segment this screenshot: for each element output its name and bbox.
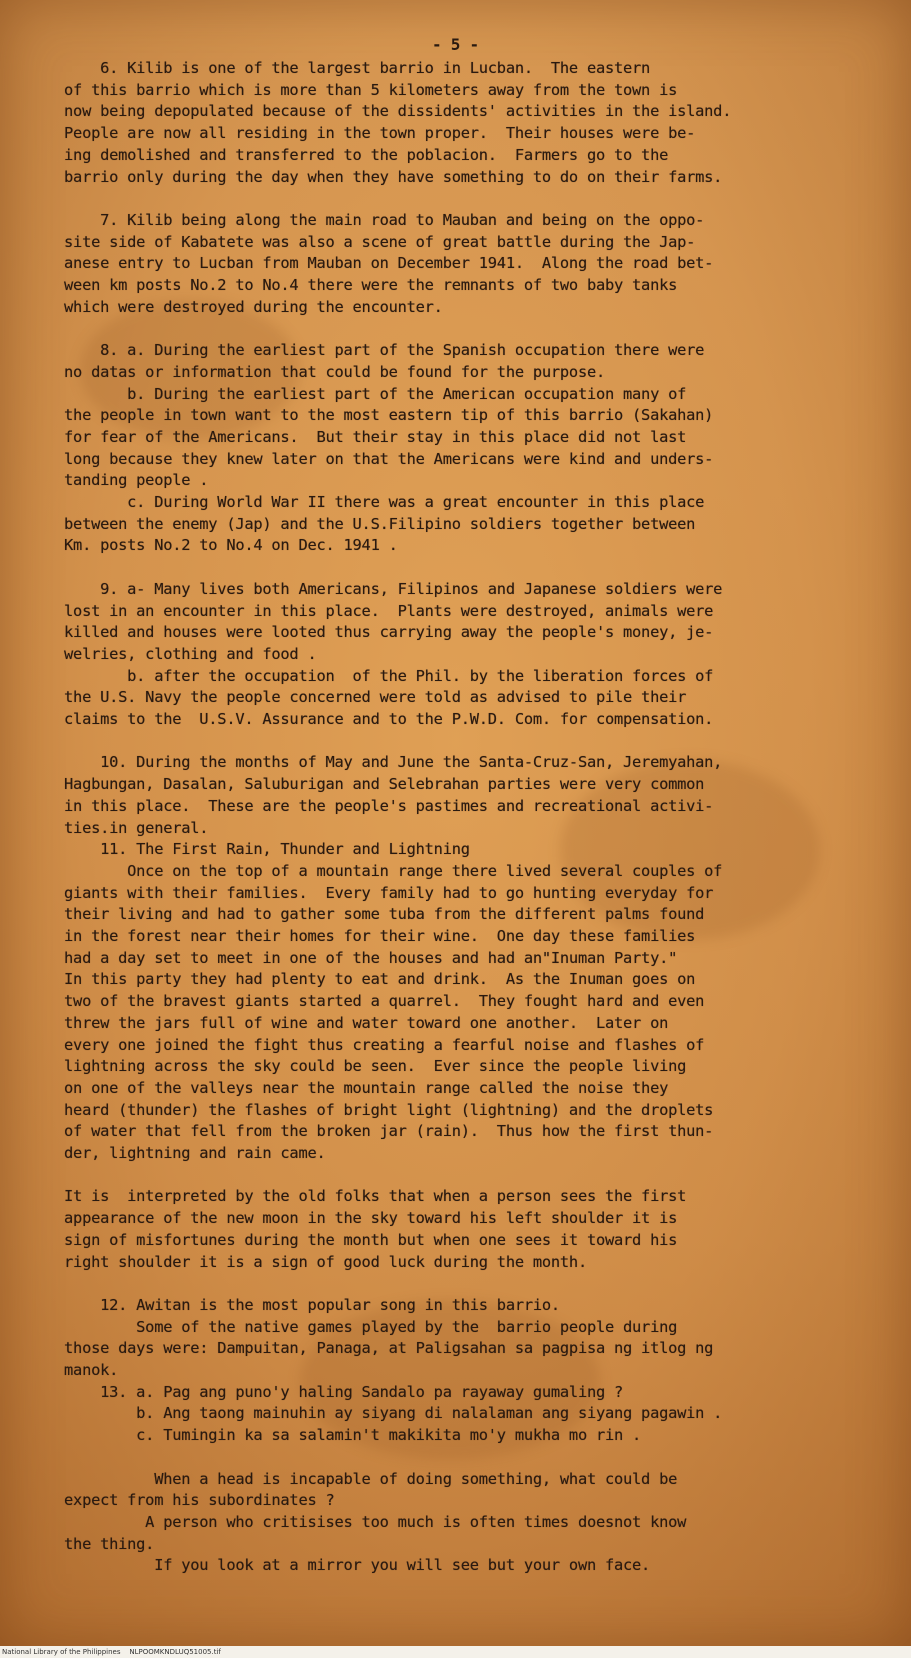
text-line: c. During World War II there was a great encounter in this place <box>46 493 705 511</box>
text-line: If you look at a mirror you will see but your own face. <box>46 1556 651 1575</box>
text-line: now being depopulated because of the dissidents' activities in the island. <box>46 102 732 121</box>
text-line: It is interpreted by the old folks that when a person sees the first <box>46 1187 687 1206</box>
text-line: the thing. <box>46 1534 155 1553</box>
text-line: 10. During the months of May and June the Santa-Cruz-San, Jeremyahan, <box>46 753 723 772</box>
text-line: sign of misfortunes during the month but when one sees it toward his <box>46 1230 678 1249</box>
text-line: threw the jars full of wine and water toward one another. Later on <box>46 1013 669 1032</box>
text-line: Once on the top of a mountain range there lived several couples of <box>46 861 723 880</box>
text-line: When a head is incapable of doing something, what could be <box>46 1469 678 1488</box>
text-line: appearance of the new moon in the sky toward his left shoulder it is <box>46 1209 678 1228</box>
text-line: Some of the native games played by the barrio people during <box>46 1317 678 1336</box>
text-line: anese entry to Lucban from Mauban on December 1941. Along the road bet- <box>46 254 714 273</box>
text-line: b. after the occupation of the Phil. by the liberation forces of <box>46 666 714 685</box>
text-line: tanding people . <box>46 471 209 490</box>
text-line: the U.S. Navy the people concerned were told as advised to pile their <box>46 688 687 707</box>
text-line: site side of Kabatete was also a scene of great battle during the Jap- <box>46 232 696 251</box>
text-line: in this place. These are the people's pastimes and recreational activi- <box>46 796 714 815</box>
text-line: giants with their families. Every family had to go hunting everyday for <box>46 883 714 902</box>
text-line: b. Ang taong mainuhin ay siyang di nalalaman ang siyang pagawin . <box>46 1404 723 1423</box>
text-line: manok. <box>46 1361 119 1379</box>
text-line: in the forest near their homes for their wine. One day these families <box>46 927 696 945</box>
text-line: barrio only during the day when they have something to do on their farms. <box>46 167 723 186</box>
text-line: People are now all residing in the town proper. Their houses were be- <box>46 124 696 143</box>
text-line: 6. Kilib is one of the largest barrio in Lucban. The eastern <box>46 59 651 77</box>
text-line: In this party they had plenty to eat and drink. As the Inuman goes on <box>46 970 696 989</box>
text-line: on one of the valleys near the mountain range called the noise they <box>46 1078 669 1097</box>
text-line: between the enemy (Jap) and the U.S.Filipino soldiers together between <box>46 514 696 533</box>
text-line: long because they knew later on that the Americans were kind and unders- <box>46 449 714 468</box>
text-line: of water that fell from the broken jar (rain). Thus how the first thun- <box>46 1122 714 1141</box>
text-line: those days were: Dampuitan, Panaga, at Paligsahan sa pagpisa ng itlog ng <box>46 1339 714 1358</box>
text-line: 9. a- Many lives both Americans, Filipinos and Japanese soldiers were <box>46 579 723 598</box>
text-line: heard (thunder) the flashes of bright light (lightning) and the droplets <box>46 1100 714 1119</box>
text-line: 8. a. During the earliest part of the Spanish occupation there were <box>46 341 705 360</box>
archive-footer: National Library of the Philippines NLPOOMKNDLUQ51005.tif <box>0 1646 911 1658</box>
text-line: welries, clothing and food . <box>46 644 317 663</box>
text-line: expect from his subordinates ? <box>46 1491 335 1510</box>
text-line: 12. Awitan is the most popular song in this barrio. <box>46 1295 560 1314</box>
text-line: ween km posts No.2 to No.4 there were the remnants of two baby tanks <box>46 276 678 294</box>
text-line: had a day set to meet in one of the houses and had an"Inuman Party." <box>46 948 678 967</box>
text-line: no datas or information that could be found for the purpose. <box>46 362 605 381</box>
text-line: claims to the U.S.V. Assurance and to the P.W.D. Com. for compensation. <box>46 710 714 728</box>
text-line: their living and had to gather some tuba from the different palms found <box>46 905 705 924</box>
text-line: der, lightning and rain came. <box>46 1144 326 1162</box>
text-line: lost in an encounter in this place. Plants were destroyed, animals were <box>46 601 714 620</box>
page-number: - 5 - <box>432 35 479 54</box>
text-line: Hagbungan, Dasalan, Saluburigan and Selebrahan parties were very common <box>46 775 705 794</box>
text-line: Km. posts No.2 to No.4 on Dec. 1941 . <box>46 536 398 555</box>
text-line: 11. The First Rain, Thunder and Lightning <box>46 840 470 859</box>
text-line: ing demolished and transferred to the poblacion. Farmers go to the <box>46 145 669 164</box>
text-line: ties.in general. <box>46 818 209 837</box>
text-line: 13. a. Pag ang puno'y haling Sandalo pa rayaway gumaling ? <box>46 1382 624 1401</box>
text-line: which were destroyed during the encounter. <box>46 297 443 316</box>
text-line: lightning across the sky could be seen. Ever since the people living <box>46 1057 687 1076</box>
text-line: the people in town want to the most eastern tip of this barrio (Sakahan) <box>46 406 714 425</box>
text-line: every one joined the fight thus creating a fearful noise and flashes of <box>46 1035 705 1054</box>
text-line: right shoulder it is a sign of good luck during the month. <box>46 1252 587 1271</box>
text-line: two of the bravest giants started a quarrel. They fought hard and even <box>46 992 705 1011</box>
text-line: killed and houses were looted thus carrying away the people's money, je- <box>46 623 714 642</box>
text-line: of this barrio which is more than 5 kilometers away from the town is <box>46 80 678 99</box>
text-line: c. Tumingin ka sa salamin't makikita mo'y mukha mo rin . <box>46 1426 642 1445</box>
text-line: for fear of the Americans. But their stay in this place did not last <box>46 427 687 446</box>
text-line: b. During the earliest part of the American occupation many of <box>46 384 687 403</box>
text-line: 7. Kilib being along the main road to Mauban and being on the oppo- <box>46 210 705 229</box>
text-line: A person who critisises too much is often times doesnot know <box>46 1512 687 1531</box>
